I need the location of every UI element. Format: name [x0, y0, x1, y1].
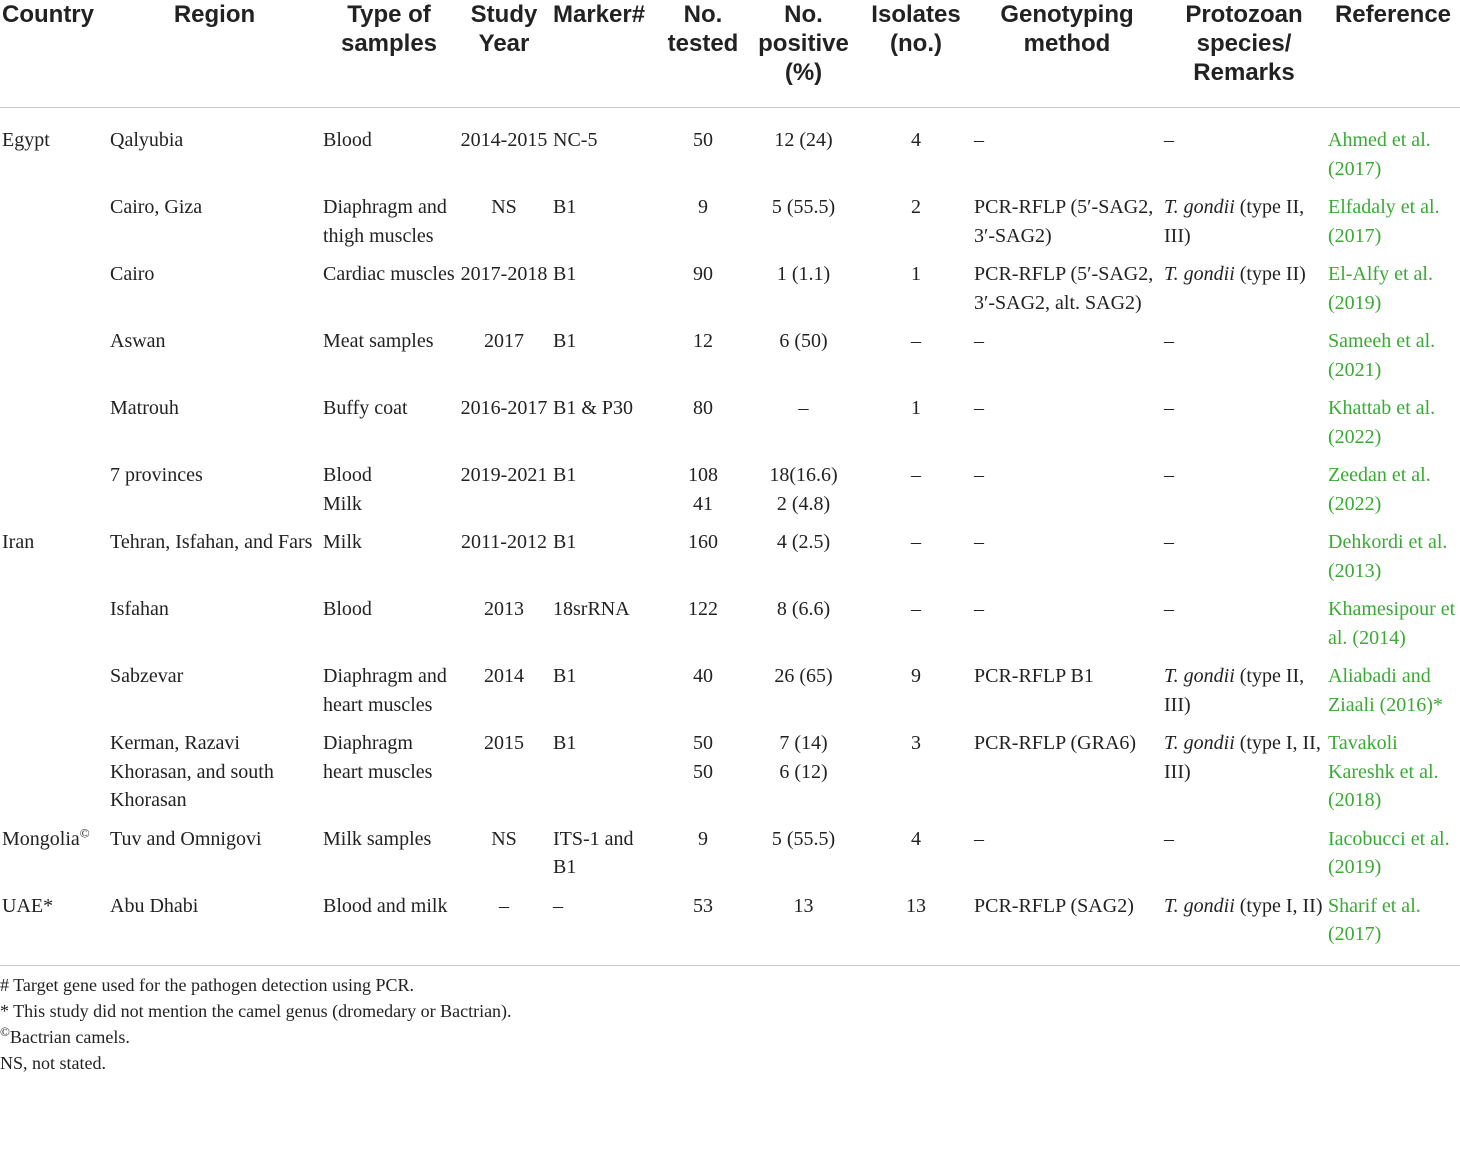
table-row	[0, 889, 1460, 966]
cell-country	[0, 726, 108, 822]
cell-isolates: –	[911, 598, 921, 620]
header-tested: No. tested	[667, 1, 739, 57]
footnote-bactrian-text: Bactrian camels.	[9, 1026, 130, 1047]
cell-region: Cairo, Giza	[110, 196, 203, 218]
cell-species	[1162, 257, 1326, 324]
species-name: T. gondii	[1164, 732, 1235, 754]
cell-country	[0, 324, 108, 391]
cell-species	[1162, 525, 1326, 592]
header-country: Country	[2, 1, 94, 28]
cell-region: Tuv and Omnigovi	[110, 827, 262, 850]
species-remark: –	[1164, 531, 1174, 553]
country-name: Iran	[2, 531, 35, 553]
cell-study-year: 2014-2015	[460, 129, 548, 151]
cell-region: Qalyubia	[110, 129, 184, 151]
species-name: T. gondii	[1164, 196, 1235, 218]
cell-tested: 122	[688, 598, 718, 620]
cell-positive: 1 (1.1)	[776, 263, 831, 285]
cell-sample-type: Blood	[323, 129, 372, 151]
cell-marker: B1	[553, 732, 577, 754]
cell-region: Isfahan	[110, 598, 169, 620]
species-remark: –	[1164, 397, 1174, 419]
cell-study-year: –	[499, 894, 509, 917]
cell-species	[1162, 190, 1326, 257]
footnote-star: * This study did not mention the camel genus (dromedary or Bactrian).	[0, 1000, 512, 1021]
cell-species	[1162, 889, 1326, 966]
cell-region: Aswan	[110, 330, 166, 352]
cell-reference[interactable]: Khamesipour et al. (2014)	[1328, 598, 1456, 649]
footnotes	[0, 966, 1460, 1076]
cell-sample-type: Buffy coat	[323, 397, 408, 419]
cell-region: Cairo	[110, 263, 155, 285]
cell-marker: 18srRNA	[553, 598, 630, 620]
cell-genotyping-method: –	[974, 531, 984, 553]
species-remark: –	[1164, 827, 1174, 850]
cell-study-year: 2016-2017	[460, 397, 548, 419]
cell-study-year: 2015	[484, 732, 524, 754]
table-row	[0, 108, 1460, 191]
species-remark: (type I, II, III)	[1164, 732, 1321, 783]
table-row	[0, 726, 1460, 822]
cell-country	[0, 889, 108, 966]
cell-sample-type: Diaphragm and heart muscles	[323, 665, 447, 716]
cell-species	[1162, 391, 1326, 458]
cell-sample-type: Diaphragm and thigh muscles	[323, 196, 447, 247]
cell-tested: 50	[693, 129, 713, 151]
cell-reference[interactable]: Sharif et al. (2017)	[1328, 894, 1421, 945]
cell-region: Sabzevar	[110, 665, 184, 687]
species-remark: (type II, III)	[1164, 665, 1305, 716]
table-row	[0, 659, 1460, 726]
table-row	[0, 525, 1460, 592]
cell-reference[interactable]: Tavakoli Kareshk et al. (2018)	[1328, 732, 1439, 811]
cell-region: Kerman, Razavi Khorasan, and south Khorasan	[110, 732, 274, 811]
cell-tested: 160	[688, 531, 718, 553]
cell-sample-type: Blood Milk	[323, 464, 372, 515]
header-species: Protozoan species/ Remarks	[1185, 1, 1303, 86]
cell-genotyping-method: PCR-RFLP (5′-SAG2, 3′-SAG2, alt. SAG2)	[974, 263, 1154, 314]
cell-marker: ITS-1 and B1	[553, 827, 634, 878]
cell-reference[interactable]: Khattab et al. (2022)	[1328, 397, 1436, 448]
cell-sample-type: Blood and milk	[323, 894, 448, 917]
cell-isolates: 4	[911, 129, 921, 151]
header-sample-type: Type of samples	[340, 1, 438, 57]
cell-positive: 5 (55.5)	[771, 827, 836, 850]
species-remark: (type II, III)	[1164, 196, 1305, 247]
cell-tested: 80	[693, 397, 713, 419]
cell-isolates: 1	[911, 263, 921, 285]
country-name: Mongolia	[2, 827, 80, 850]
cell-study-year: 2017-2018	[460, 263, 548, 285]
table-row	[0, 822, 1460, 889]
cell-genotyping-method: PCR-RFLP (SAG2)	[974, 894, 1134, 917]
cell-species	[1162, 726, 1326, 822]
header-marker: Marker#	[553, 1, 646, 28]
cell-region: Tehran, Isfahan, and Fars	[110, 531, 313, 553]
header-positive: No. positive (%)	[758, 1, 849, 86]
cell-marker: B1	[553, 263, 577, 285]
table-row	[0, 190, 1460, 257]
species-remark: –	[1164, 464, 1174, 486]
header-genotyping-method: Genotyping method	[1000, 1, 1134, 57]
cell-tested: 12	[693, 330, 713, 352]
cell-reference[interactable]: Sameeh et al. (2021)	[1328, 330, 1436, 381]
cell-region: 7 provinces	[110, 464, 203, 486]
cell-genotyping-method: –	[974, 330, 984, 352]
cell-sample-type: Milk	[323, 531, 362, 553]
cell-tested: 9	[698, 196, 708, 218]
table-row	[0, 592, 1460, 659]
cell-marker: B1	[553, 531, 577, 553]
cell-reference[interactable]: Zeedan et al. (2022)	[1328, 464, 1431, 515]
species-remark: –	[1164, 330, 1174, 352]
cell-country	[0, 659, 108, 726]
cell-positive: 7 (14) 6 (12)	[779, 732, 828, 783]
cell-marker: B1	[553, 665, 577, 687]
header-region: Region	[173, 1, 256, 28]
cell-isolates: 2	[911, 196, 921, 218]
cell-positive: 6 (50)	[779, 330, 828, 352]
cell-tested: 53	[693, 894, 713, 917]
cell-tested: 40	[693, 665, 713, 687]
cell-genotyping-method: –	[974, 397, 984, 419]
footnote-ns: NS, not stated.	[0, 1052, 106, 1073]
header-study-year: Study Year	[470, 1, 538, 57]
country-footnote-mark: ©	[79, 824, 90, 840]
cell-species	[1162, 458, 1326, 525]
cell-sample-type: Milk samples	[323, 827, 432, 850]
table-row	[0, 458, 1460, 525]
header-isolates: Isolates (no.)	[871, 1, 961, 57]
cell-species	[1162, 822, 1326, 889]
cell-study-year: 2013	[484, 598, 524, 620]
country-name: Egypt	[2, 129, 50, 151]
cell-positive: 13	[793, 894, 814, 917]
cell-isolates: 9	[911, 665, 921, 687]
cell-genotyping-method: –	[974, 827, 984, 850]
cell-species	[1162, 659, 1326, 726]
cell-country	[0, 458, 108, 525]
cell-genotyping-method: –	[974, 464, 984, 486]
table-row	[0, 391, 1460, 458]
cell-study-year: NS	[491, 196, 517, 218]
cell-country	[0, 525, 108, 592]
cell-study-year: 2017	[484, 330, 524, 352]
cell-sample-type: Diaphragm heart muscles	[323, 732, 433, 783]
cell-marker: B1	[553, 464, 577, 486]
cell-reference[interactable]: Elfadaly et al. (2017)	[1328, 196, 1440, 247]
cell-genotyping-method: –	[974, 129, 984, 151]
cell-positive: 26 (65)	[774, 665, 833, 687]
species-remark: (type II)	[1234, 263, 1306, 285]
country-name: UAE*	[2, 894, 54, 917]
cell-region: Matrouh	[110, 397, 179, 419]
cell-genotyping-method: PCR-RFLP (GRA6)	[974, 732, 1137, 754]
cell-marker: B1	[553, 330, 577, 352]
species-name: T. gondii	[1164, 665, 1235, 687]
species-remark: –	[1164, 598, 1174, 620]
cell-country	[0, 592, 108, 659]
cell-genotyping-method: PCR-RFLP B1	[974, 665, 1094, 687]
cell-tested: 9	[698, 827, 708, 850]
copyright-symbol: ©	[0, 1023, 10, 1039]
cell-positive: 12 (24)	[774, 129, 833, 151]
cell-sample-type: Meat samples	[323, 330, 434, 352]
table-row	[0, 257, 1460, 324]
cell-reference[interactable]: El-Alfy et al. (2019)	[1328, 263, 1433, 314]
cell-study-year: 2011-2012	[461, 531, 547, 553]
cell-positive: 5 (55.5)	[771, 196, 836, 218]
cell-isolates: –	[911, 330, 921, 352]
cell-genotyping-method: –	[974, 598, 984, 620]
cell-species	[1162, 324, 1326, 391]
cell-tested: 90	[693, 263, 713, 285]
cell-reference[interactable]: Ahmed et al. (2017)	[1328, 129, 1431, 180]
cell-tested: 50 50	[693, 732, 713, 783]
species-remark: (type I, II)	[1234, 894, 1323, 917]
cell-positive: –	[798, 397, 809, 419]
footnote-hash: # Target gene used for the pathogen detection using PCR.	[0, 974, 414, 995]
cell-tested: 108 41	[688, 464, 718, 515]
cell-isolates: 4	[911, 827, 921, 850]
cell-species	[1162, 108, 1326, 191]
cell-study-year: 2019-2021	[460, 464, 548, 486]
cell-positive: 8 (6.6)	[776, 598, 831, 620]
cell-positive: 18(16.6) 2 (4.8)	[769, 464, 838, 515]
header-reference: Reference	[1334, 1, 1452, 28]
cell-marker: –	[553, 894, 563, 917]
table-body	[0, 108, 1460, 966]
cell-country	[0, 108, 108, 191]
species-remark: –	[1164, 129, 1174, 151]
cell-species	[1162, 592, 1326, 659]
header-row	[0, 0, 1460, 108]
cell-reference[interactable]: Iacobucci et al. (2019)	[1328, 827, 1450, 878]
table-row	[0, 324, 1460, 391]
cell-marker: B1 & P30	[553, 397, 634, 419]
cell-marker: B1	[553, 196, 577, 218]
cell-isolates: 3	[911, 732, 921, 754]
cell-genotyping-method: PCR-RFLP (5′-SAG2, 3′-SAG2)	[974, 196, 1154, 247]
cell-isolates: –	[911, 464, 921, 486]
cell-study-year: NS	[491, 827, 517, 850]
cell-positive: 4 (2.5)	[776, 531, 831, 553]
cell-study-year: 2014	[484, 665, 524, 687]
cell-country	[0, 190, 108, 257]
cell-isolates: 13	[906, 894, 926, 917]
cell-isolates: –	[911, 531, 921, 553]
cell-marker: NC-5	[553, 129, 598, 151]
cell-reference[interactable]: Dehkordi et al. (2013)	[1328, 531, 1448, 582]
cell-country	[0, 257, 108, 324]
cell-region: Abu Dhabi	[110, 894, 199, 917]
cell-country	[0, 391, 108, 458]
cell-isolates: 1	[911, 397, 921, 419]
cell-reference[interactable]: Aliabadi and Ziaali (2016)*	[1328, 665, 1443, 716]
species-name: T. gondii	[1164, 894, 1235, 917]
cell-sample-type: Blood	[323, 598, 372, 620]
species-name: T. gondii	[1164, 263, 1235, 285]
cell-sample-type: Cardiac muscles	[323, 263, 455, 285]
cell-country	[0, 822, 108, 889]
footnote-bactrian	[0, 1024, 1460, 1050]
